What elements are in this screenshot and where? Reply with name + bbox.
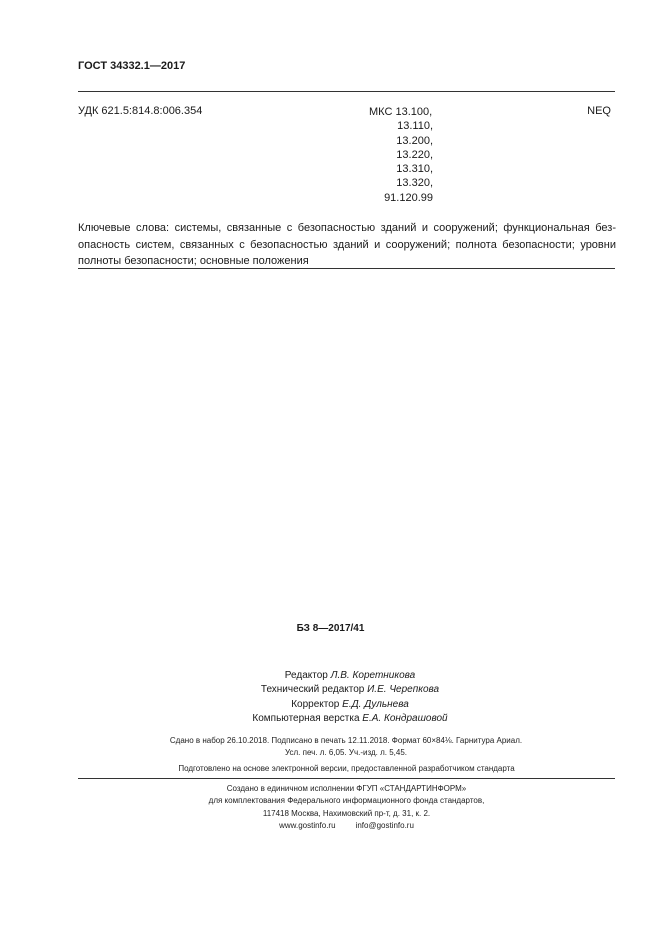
mks-code: 13.200,: [396, 134, 433, 147]
neq-label: NEQ: [587, 105, 611, 117]
contacts-line: [78, 820, 615, 832]
imprint-line: Усл. печ. л. 6,05. Уч.-изд. л. 5,45.: [284, 747, 408, 757]
imprint-block: [110, 735, 582, 758]
credit-role: Технический редактор: [260, 684, 365, 696]
imprint-line: Сдано в набор 26.10.2018. Подписано в печать 12.11.2018. Формат 60×84⅛. Гарнитура Ариал.: [169, 736, 523, 745]
credit-role: Компьютерная верстка: [252, 712, 360, 724]
mks-code: 13.220,: [396, 148, 433, 161]
credit-name: Е.А. Кондрашовой: [362, 712, 448, 724]
mks-code: 91.120.99: [384, 191, 433, 204]
keywords-rule: [78, 268, 615, 269]
mks-code: 13.320,: [396, 177, 433, 190]
credit-name: Л.В. Коретникова: [330, 670, 416, 681]
mks-code: 13.110,: [397, 120, 433, 133]
publisher-line: для комплектования Федерального информационного фонда стандартов,: [208, 795, 485, 805]
credit-editor: [200, 669, 500, 683]
credits-block: [200, 669, 500, 726]
credit-role: Корректор: [291, 698, 340, 710]
publisher-line: Создано в единичном исполнении ФГУП «СТАНДАРТИНФОРМ»: [226, 784, 467, 793]
keywords-line: полноты безопасности; основные положения: [78, 255, 309, 267]
publisher-block: [78, 783, 615, 806]
standard-number: ГОСТ 34332.1—2017: [78, 60, 186, 72]
credit-corrector: [200, 698, 500, 712]
credit-name: И.Е. Черепкова: [367, 684, 440, 696]
keywords-line: Ключевые слова: системы, связанные с безопасностью зданий и сооружений; функциональная без-: [78, 222, 616, 234]
mks-codes: [369, 105, 433, 205]
website-link[interactable]: www.gostinfo.ru: [279, 820, 336, 830]
email-link[interactable]: info@gostinfo.ru: [355, 820, 414, 830]
publisher-rule: [78, 778, 615, 779]
mks-line: [369, 105, 433, 119]
mks-label: МКС: [369, 106, 393, 118]
publisher-address: 117418 Москва, Нахимовский пр-т, д. 31, к. 2.: [262, 809, 431, 818]
keywords-line: опасность систем, связанных с безопасностью зданий и сооружений; полнота безопасности; уровни: [78, 238, 616, 251]
credit-name: Е.Д. Дульнева: [342, 698, 409, 710]
credit-tech-editor: [200, 683, 500, 697]
bz-number: БЗ 8—2017/41: [296, 623, 365, 634]
prepared-note: Подготовлено на основе электронной версии, предоставленной разработчиком стандарта: [178, 764, 515, 773]
credit-layout: [200, 712, 500, 726]
keywords-paragraph: [78, 220, 616, 270]
mks-code: 13.310,: [396, 163, 433, 176]
top-rule: [78, 91, 615, 92]
udk-code: УДК 621.5:814.8:006.354: [78, 105, 203, 117]
credit-role: Редактор: [284, 670, 328, 681]
address-block: [78, 808, 615, 831]
mks-code: 13.100,: [395, 106, 433, 118]
